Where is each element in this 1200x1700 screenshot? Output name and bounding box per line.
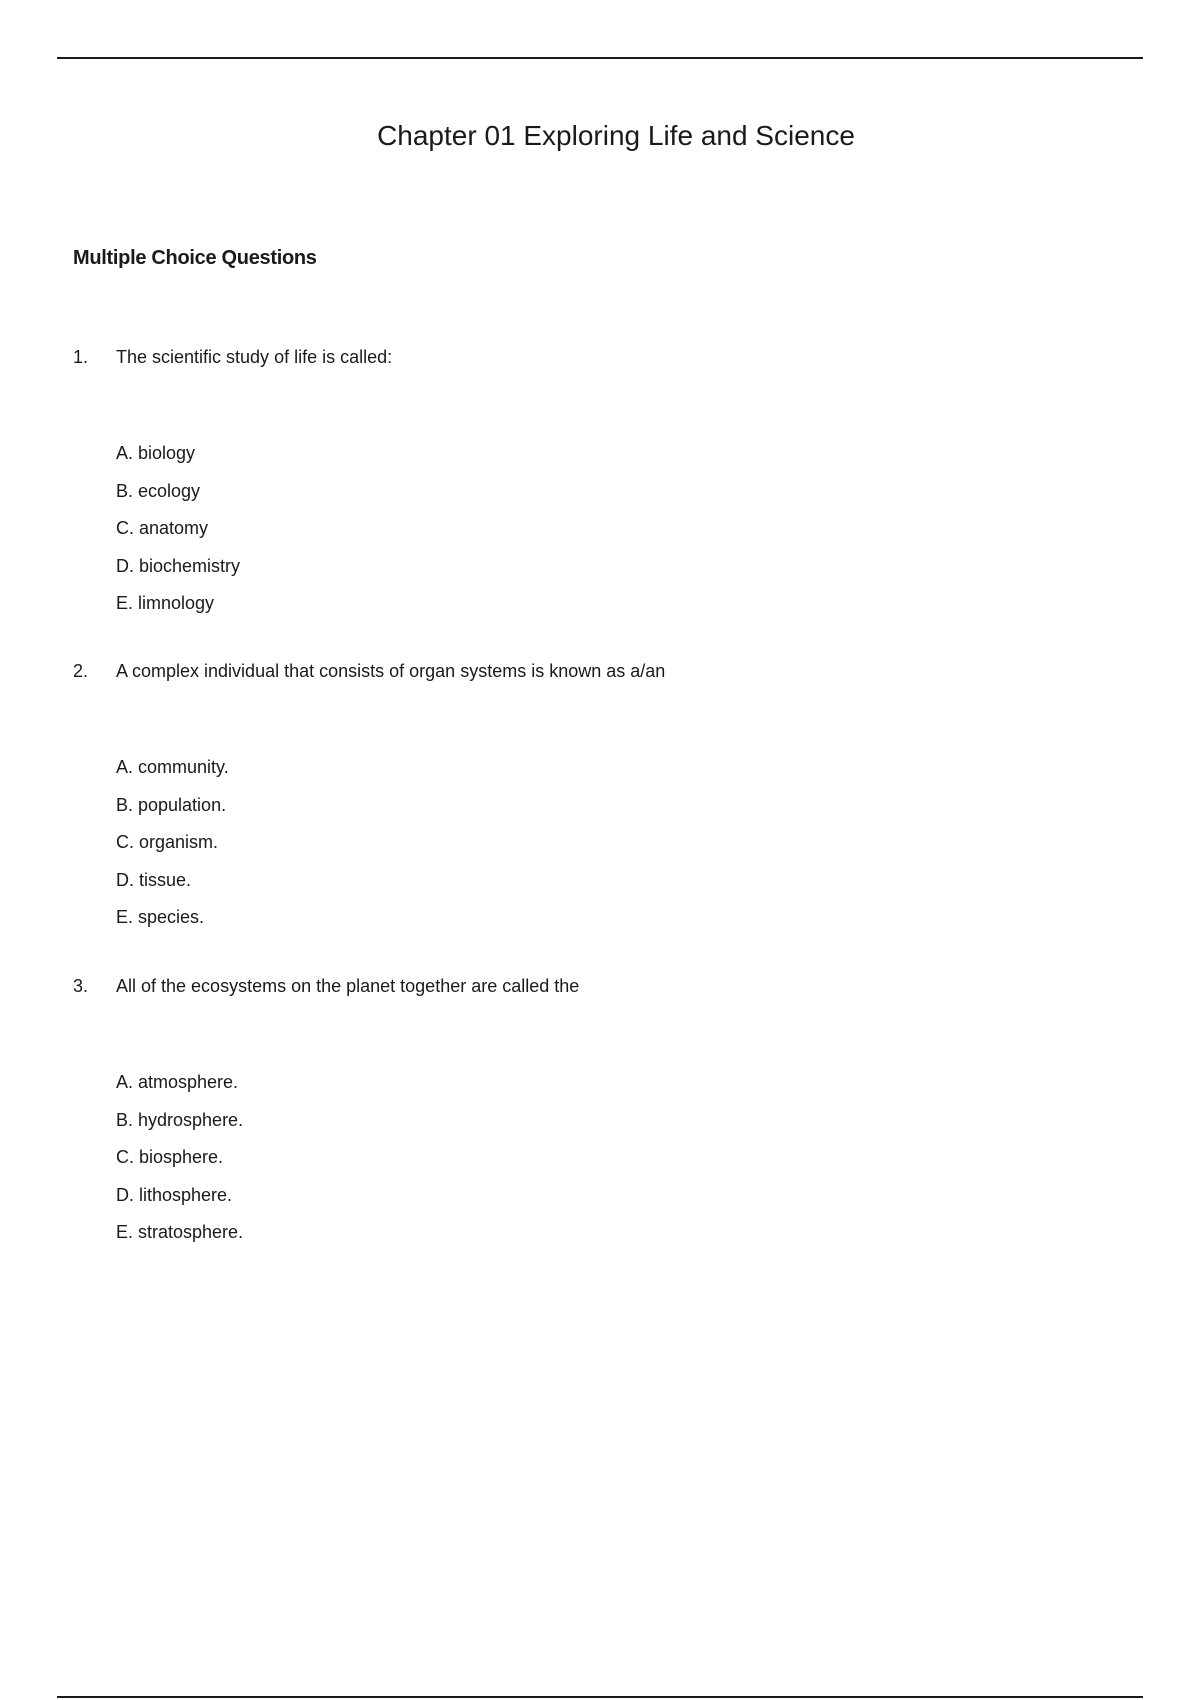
answer-choice-a: A. biology [116, 443, 196, 463]
question-number: 1. [73, 347, 89, 367]
answer-choice-d: D. lithosphere. [116, 1184, 233, 1205]
question-number: 2. [73, 661, 89, 681]
question-number: 3. [73, 976, 89, 996]
answer-choice-d: D. tissue. [116, 869, 192, 890]
question-text: All of the ecosystems on the planet together are called the [116, 976, 580, 996]
answer-choice-e: E. species. [116, 907, 205, 927]
answer-choice-c: C. anatomy [116, 518, 209, 538]
answer-choice-c: C. organism. [116, 832, 219, 852]
section-heading: Multiple Choice Questions [73, 247, 317, 269]
answer-choice-b: B. population. [116, 794, 227, 815]
answer-choices [116, 756, 229, 944]
answer-choices [116, 442, 240, 630]
answer-choice-a: A. atmosphere. [116, 1072, 239, 1092]
answer-choice-e: E. limnology [116, 593, 215, 613]
answer-choice-b: B. ecology [116, 480, 201, 501]
answer-choice-b: B. hydrosphere. [116, 1109, 244, 1130]
question-text: A complex individual that consists of organ systems is known as a/an [116, 661, 666, 681]
question-text: The scientific study of life is called: [116, 347, 393, 367]
top-rule [57, 57, 1143, 59]
answer-choices [116, 1071, 243, 1259]
answer-choice-c: C. biosphere. [116, 1147, 224, 1167]
page-title: Chapter 01 Exploring Life and Science [377, 120, 855, 151]
answer-choice-e: E. stratosphere. [116, 1222, 244, 1242]
answer-choice-a: A. community. [116, 757, 229, 777]
answer-choice-d: D. biochemistry [116, 555, 241, 576]
bottom-rule [57, 1696, 1143, 1698]
